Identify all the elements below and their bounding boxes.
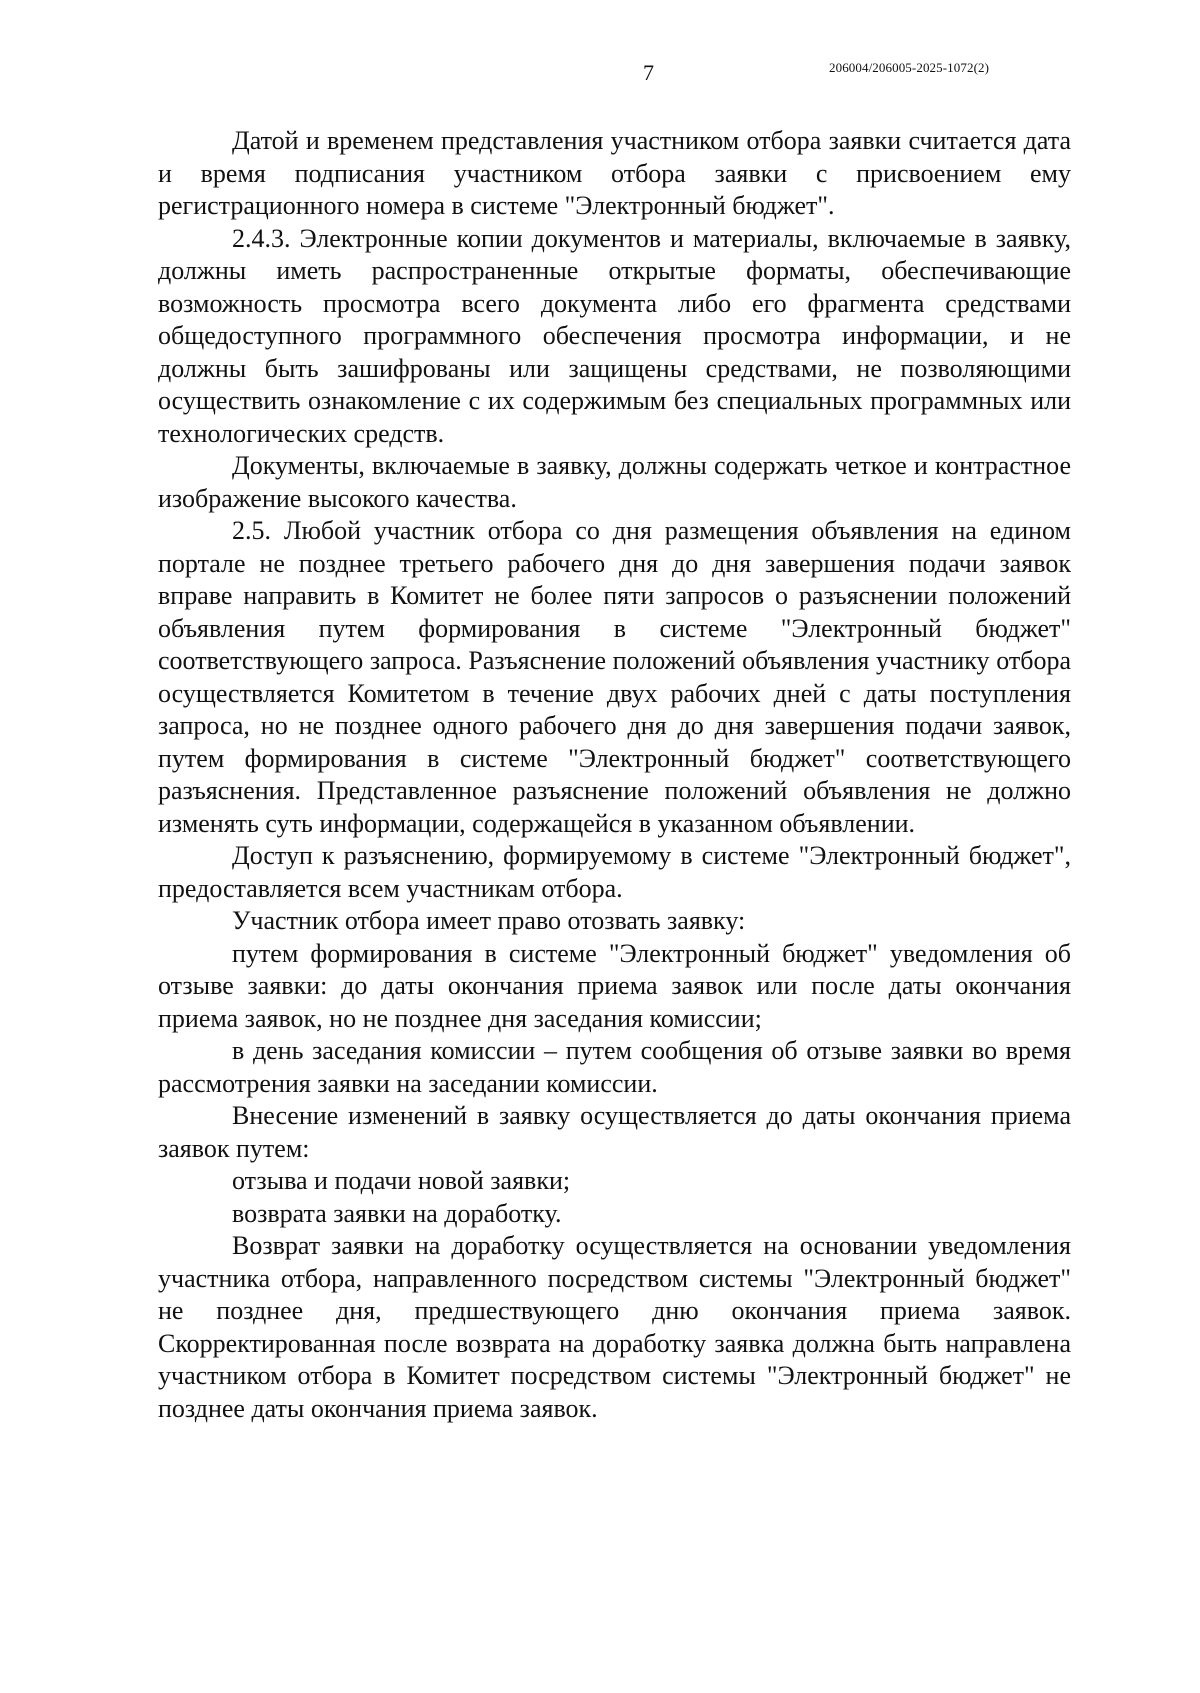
paragraph-return-procedure: Возврат заявки на доработку осуществляется на основании уведомления участника отбора, направленного посредством системы "Электронный бюджет" не позднее дня, предшествующего дню окончания приема заявок. Скорректированная после возврата на доработку заявка должна быть направлена участником отбора в Комитет посредством системы "Электронный бюджет" не позднее даты окончания приема заявок.	[158, 1231, 1071, 1423]
paragraph-changes-to-application: Внесение изменений в заявку осуществляется до даты окончания приема заявок путем:	[158, 1101, 1071, 1163]
paragraph-clarification-access: Доступ к разъяснению, формируемому в системе "Электронный бюджет", предоставляется всем участникам отбора.	[158, 841, 1071, 903]
list-item-withdraw-and-resubmit: отзыва и подачи новой заявки;	[232, 1166, 571, 1195]
document-code: 206004/206005-2025-1072(2)	[829, 60, 990, 75]
paragraph-2-5-clarification-requests: 2.5. Любой участник отбора со дня размещения объявления на едином портале не позднее третьего рабочего дня до дня завершения подачи заявок вправе направить в Комитет не более пяти запросов о разъяснении положений объявления путем формирования в системе "Электронный бюджет" соответствующего запроса. Разъяснение положений объявления участнику отбора осуществляется Комитетом в течение двух рабочих дней с даты поступления запроса, но не позднее одного рабочего дня до дня завершения подачи заявок, путем формирования в системе "Электронный бюджет" соответствующего разъяснения. Представленное разъяснение положений объявления не должно изменять суть информации, содержащейся в указанном объявлении.	[158, 516, 1071, 838]
page-number: 7	[643, 60, 654, 85]
document-body	[158, 125, 1071, 1425]
paragraph-documents-quality: Документы, включаемые в заявку, должны содержать четкое и контрастное изображение высокого качества.	[158, 451, 1071, 513]
paragraph-submission-date: Датой и временем представления участником отбора заявки считается дата и время подписания участником отбора заявки с присвоением ему регистрационного номера в системе "Электронный бюджет".	[158, 126, 1071, 220]
list-item-withdrawal-electronic: путем формирования в системе "Электронный бюджет" уведомления об отзыве заявки: до даты окончания приема заявок или после даты окончания приема заявок, но не позднее дня заседания комиссии;	[158, 938, 1071, 1033]
paragraph-withdrawal-right: Участник отбора имеет право отозвать заявку:	[232, 906, 746, 935]
list-item-return-for-revision: возврата заявки на доработку.	[232, 1198, 562, 1228]
list-item-withdrawal-meeting: в день заседания комиссии – путем сообщения об отзыве заявки во время рассмотрения заявки на заседании комиссии.	[158, 1036, 1071, 1098]
paragraph-2-4-3-electronic-copies: 2.4.3. Электронные копии документов и материалы, включаемые в заявку, должны иметь распространенные открытые форматы, обеспечивающие возможность просмотра всего документа либо его фрагмента средствами общедоступного программного обеспечения просмотра информации, и не должны быть зашифрованы или защищены средствами, не позволяющими осуществить ознакомление с их содержимым без специальных программных или технологических средств.	[158, 223, 1071, 448]
